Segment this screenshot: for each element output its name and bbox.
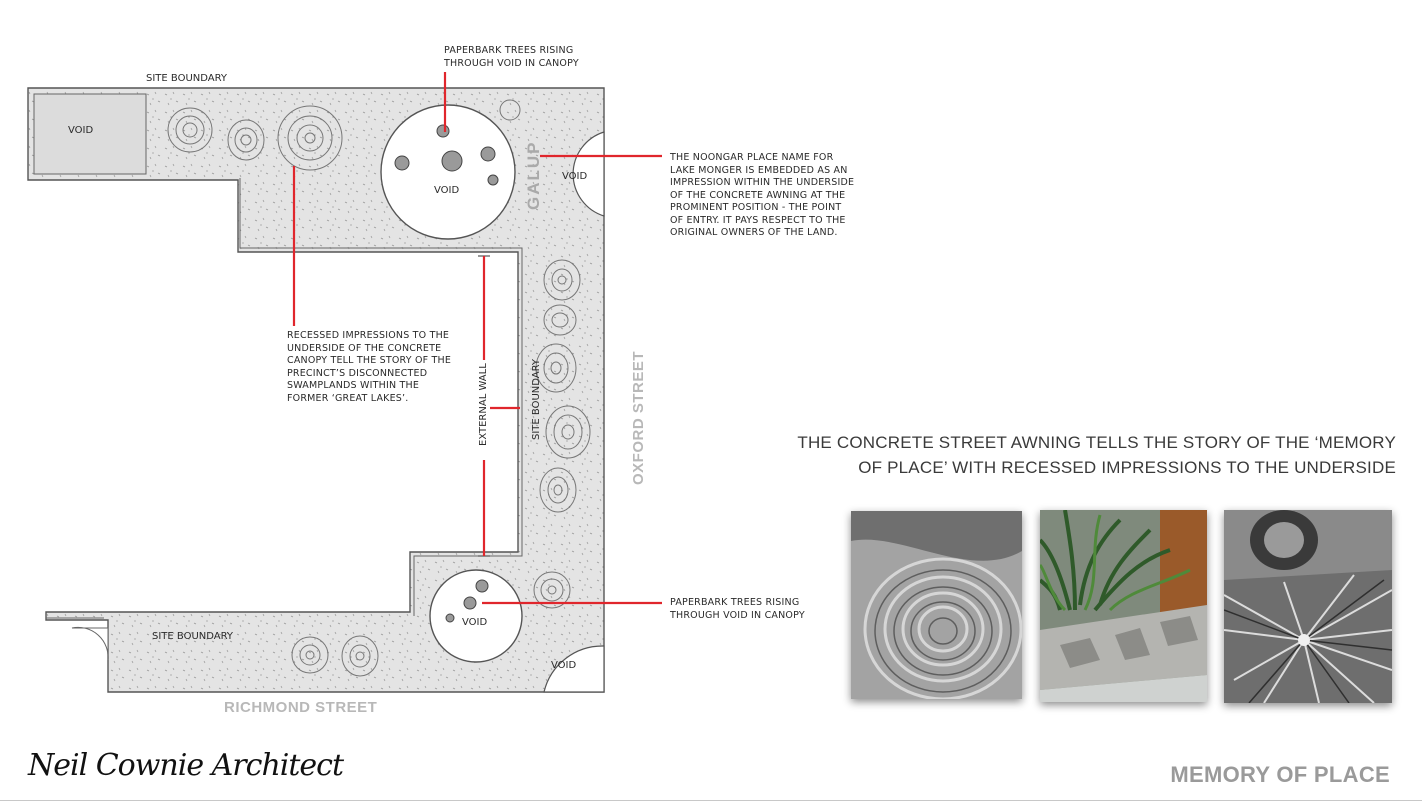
void-bottom-left-notch [72, 627, 108, 660]
void-circle-top [381, 105, 515, 239]
void-left-label: VOID [68, 125, 94, 136]
galup-impression: GALUP [524, 140, 543, 210]
photo-concentric-impression [851, 511, 1022, 699]
site-boundary-top-label: SITE BOUNDARY [146, 73, 228, 84]
annotation-paperbark-top: PAPERBARK TREES RISING THROUGH VOID IN CANOPY [444, 45, 579, 69]
annotation-paperbark-bottom: PAPERBARK TREES RISING THROUGH VOID IN CANOPY [670, 597, 805, 621]
page-title: MEMORY OF PLACE [1170, 762, 1390, 787]
void-circle-bottom-label: VOID [462, 617, 488, 628]
annotation-recessed-impressions: RECESSED IMPRESSIONS TO THE UNDERSIDE OF THE CONCRETE CANOPY TELL THE STORY OF THE PRECINCT’S DISCONNECTED SWAMPLANDS WITHIN THE FORMER ‘GREAT LAKES’. [287, 330, 452, 404]
photo-planter-wall [1040, 510, 1207, 702]
void-right-label: VOID [562, 171, 588, 182]
headline: THE CONCRETE STREET AWNING TELLS THE STORY OF THE ‘MEMORY OF PLACE’ WITH RECESSED IMPRESSIONS TO THE UNDERSIDE [797, 433, 1396, 477]
architect-signature-logo: Neil Cownie Architect [28, 748, 344, 783]
external-wall-label: EXTERNAL WALL [478, 363, 489, 446]
site-boundary-side-label: SITE BOUNDARY [531, 358, 542, 440]
photo-radial-impression [1224, 510, 1392, 703]
site-boundary-bottom-label: SITE BOUNDARY [152, 631, 234, 642]
oxford-street-label: OXFORD STREET [630, 350, 647, 485]
void-circle-top-label: VOID [434, 185, 460, 196]
void-corner-label: VOID [551, 660, 577, 671]
footer-divider [0, 800, 1422, 801]
richmond-street-label: RICHMOND STREET [224, 699, 378, 716]
annotation-noongar: THE NOONGAR PLACE NAME FOR LAKE MONGER IS EMBEDDED AS AN IMPRESSION WITHIN THE UNDERSIDE OF THE CONCRETE AWNING AT THE PROMINENT POSITION - THE POINT OF ENTRY. IT PAYS RESPECT TO THE ORIGINAL OWNERS OF THE LAND. [670, 152, 855, 238]
